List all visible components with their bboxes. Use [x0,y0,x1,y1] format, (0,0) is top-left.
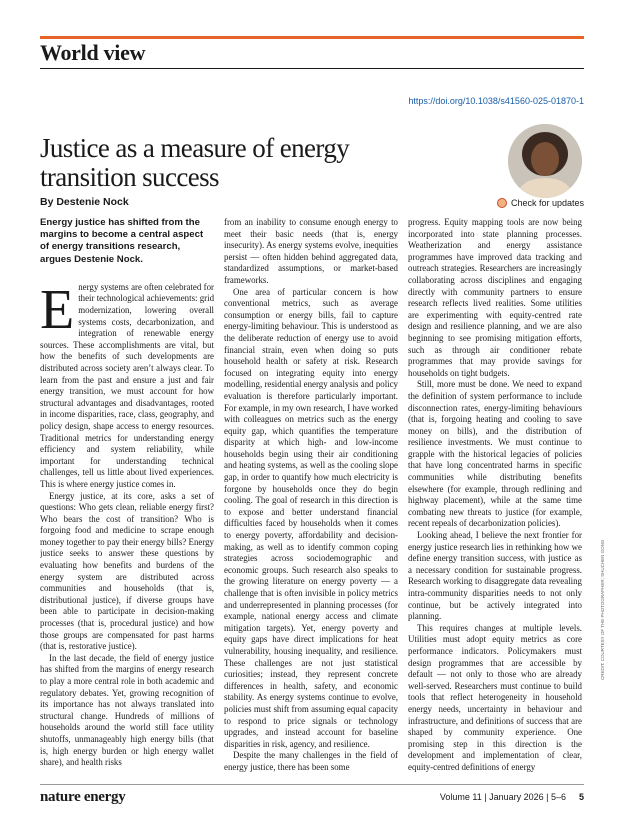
doi-link[interactable]: https://doi.org/10.1038/s41560-025-01870-1 [408,96,584,106]
paragraph: Still, more must be done. We need to expand the definition of system performance to include disconnection rates, energy-limiting behaviours (that is, forgoing heating and cooling to save money on bills), and the distribution of resilience investments. We must continue to grapple with the historical legacies of policies that have long concentrated harms in specific communities while distributing benefits elsewhere (for example, through redlining and highway placement), while at the same time combating new threats to justice (for example, recent repeals of decarbonization policies). [408,379,582,529]
paragraph-text: nergy systems are often celebrated for their technological achievements: grid modernization, lowering overall systems costs, decarbonization, and integration of renewable energy sources. These accomplishments are vital, but how the benefits of such developments are distributed across society aren’t always clear. To learn from the past and ensure a just and fair energy transition, we must account for how structural advantages and disadvantages, rooted in income disparities, race, class, geography, and policy design, shape access to energy resources. Traditional metrics for understanding energy efficiency and system reliability, while important for understanding technical challenges, tell us little about lived experiences. This is where energy justice comes in. [40,281,214,489]
check-for-updates-label: Check for updates [510,198,584,208]
page-number: 5 [578,792,584,802]
paragraph: One area of particular concern is how conventional metrics, such as average consumption or energy bills, fail to capture energy-limiting behaviour. This is understood as the deliberate reduction of energy use to avoid financial strain, even when doing so puts household health or safety at risk. Research focused on integrating equity into energy modelling, residential energy analysis and policy evaluation is therefore particularly important. For example, in my own research, I have worked with colleagues on metrics such as the energy equity gap, which quantifies the temperature disparity at which high- and low-income households begin using their air conditioning and heating systems, as well as the cooling slope gap, in order to quantify how much electricity is forgone by households once they do begin cooling. The goal of research in this direction is to expose and better understand financial difficulties faced by households when it comes to energy poverty, affordability and decision-making, as well as to identify common coping strategies across sociodemographic and economic groups. Such research also speaks to the growing literature on energy poverty — a challenge that is often invisible in policy metrics and underrepresented in planning processes (for example, national energy access and climate mitigation targets). Yet, energy poverty and equity gaps have direct implications for heat vulnerability, housing inequality, and resilience. These challenges are not just statistical curiosities; instead, they represent concrete differences in health, safety, and economic stability. As energy systems continue to evolve, policies must shift from assuming equal capacity to respond to price signals or technology upgrades, and instead account for baseline disparities in risk, agency, and resilience. [224,286,398,749]
update-badge-icon [497,198,507,208]
paragraph: from an inability to consume enough energy to meet their basic needs (that is, energy insecurity). As energy systems evolve, inequities persist — often hidden behind aggregated data, standardized assumptions, or market-based frameworks. [224,217,398,285]
section-label: World view [40,40,146,65]
paragraph: Looking ahead, I believe the next frontier for energy justice research lies in rethinking how we define energy transition success, with justice as a necessary condition for sustainable progress. Research working to disaggregate data revealing intra-community disparities needs to not only continue, but be actively integrated into planning. [408,530,582,622]
paragraph [40,278,214,491]
check-for-updates-button[interactable] [497,198,584,208]
portrait-image [508,124,582,198]
section-divider [40,68,584,69]
column-2 [224,217,398,777]
journal-name: nature energy [40,789,126,805]
paragraph: In the last decade, the field of energy justice has shifted from the margins of energy research to play a more central role in both academic and regulatory debates. Yet, growing recognition of its importance has not always translated into structural change. Hundreds of millions of households around the world still face utility shutoffs, unmanageably high energy bills (that is, high energy burden or high energy wallet share), and health risks [40,652,214,768]
section-accent-bar [40,36,584,39]
author-portrait [508,124,582,198]
paragraph: This requires changes at multiple levels. Utilities must adopt equity metrics as core performance indicators. Policymakers must design programmes that are accessible by default — not only to those who are already well-served. Researchers must continue to build tools that reflect heterogeneity in household energy needs, uncertainty in behaviour and infrastructure, and definitions of success that are shaped by community experience. One promising step in this direction is the development and implementation of clear, equity-centred definitions of energy [408,622,582,772]
footer-divider [40,784,584,785]
photo-credit: CREDIT: COURTESY OF THE PHOTOGRAPHER; SHUCHEN GONG [600,539,605,680]
column-1 [40,217,214,777]
author-byline: By Destenie Nock [40,196,129,208]
paragraph: progress. Equity mapping tools are now being incorporated into state planning processes. Weatherization and energy assistance programmes have improved data tracking and outreach strategies. Researchers are increasingly collaborating across disciplines and engaging directly with community partners to ensure research reflects lived realities. Some utilities are experimenting with equity-centred rate design and resilience planning, and we are also beginning to see promising mitigation efforts, such as through air conditioner rebate programmes that may provide savings for households on tight budgets. [408,217,582,378]
article-title: Justice as a measure of energy transition success [40,133,350,193]
paragraph: Energy justice, at its core, asks a set of questions: Who gets clean, reliable energy first? Who bears the cost of transition? Who is forgoing food and medicine to scrape enough money together to pay their energy bills? Energy justice seeks to answer these questions by evaluating how benefits and burdens of the energy system are distributed across communities and households (that is, distributional justice), if diverse groups have been able to participate in decision-making processes (that is, procedural justice) and how those groups are compensated for past harms (that is, restorative justice). [40,490,214,652]
drop-cap: E [40,278,75,341]
paragraph: Despite the many challenges in the field of energy justice, there has been some [224,750,398,772]
issue-info: Volume 11 | January 2026 | 5–6 [439,792,566,802]
standfirst: Energy justice has shifted from the margins to become a central aspect of energy transitions research, argues Destenie Nock. [40,217,204,265]
column-3 [408,217,582,777]
